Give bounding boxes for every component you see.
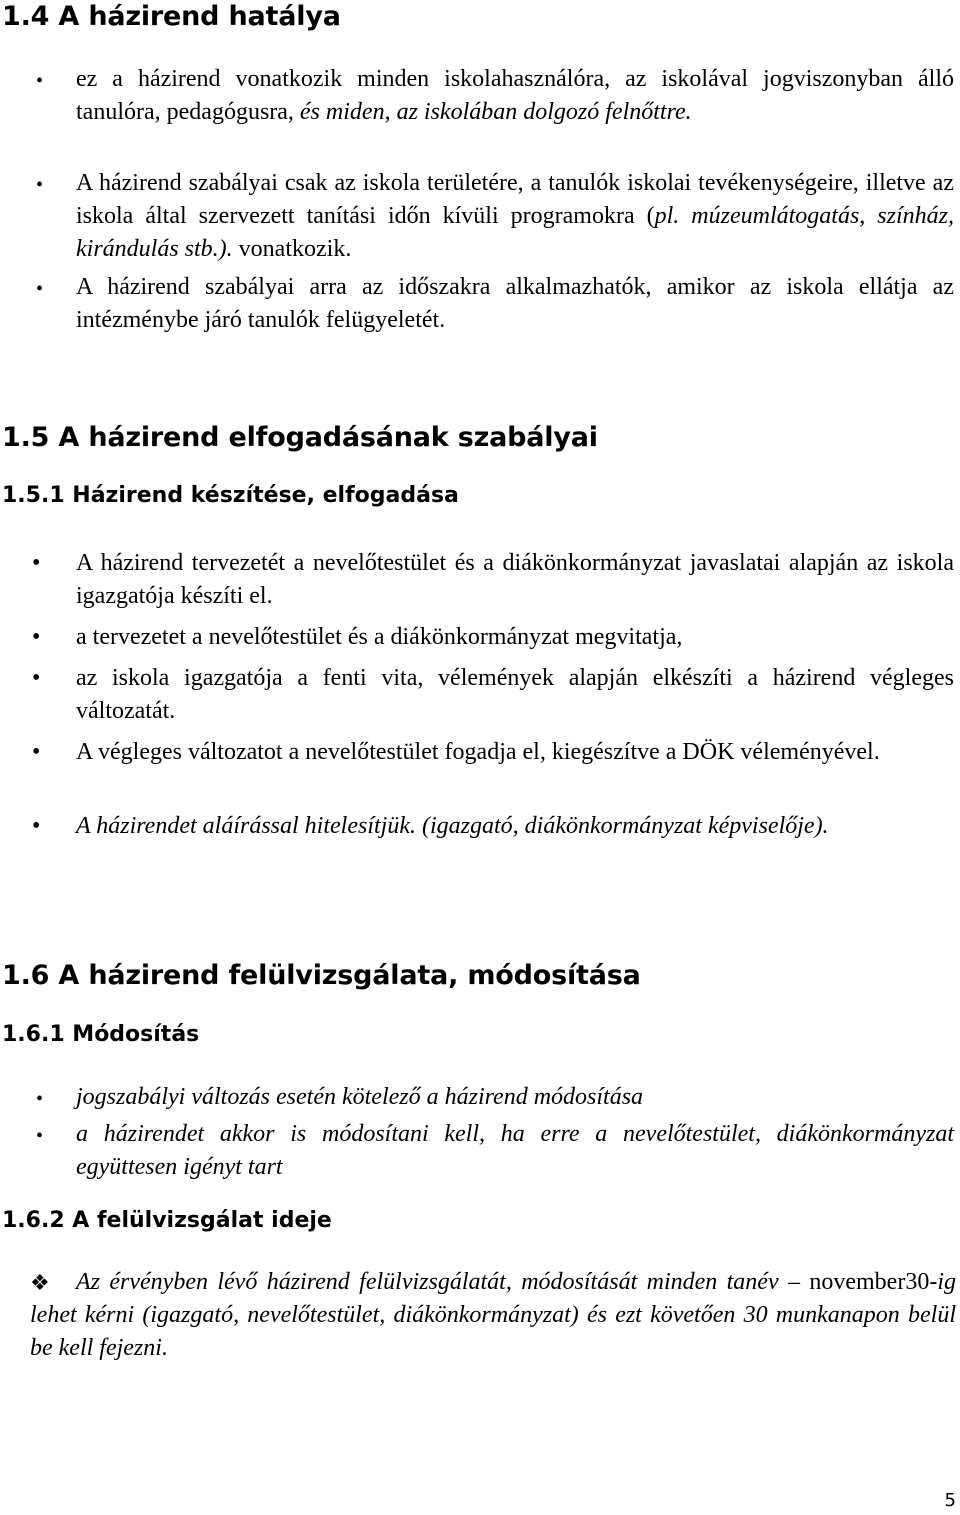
list-item-text: az iskola igazgatója a fenti vita, vélemények alapján elkészíti a házirend végleges változatát. <box>76 665 954 724</box>
bullet-icon: • <box>32 624 41 650</box>
list-item-text: A házirendet aláírással hitelesítjük. (igazgató, diákönkormányzat képviselője). <box>76 813 829 839</box>
subsection-heading-1-6-2: 1.6.2 A felülvizsgálat ideje <box>2 1208 332 1233</box>
section-heading-1-5: 1.5 A házirend elfogadásának szabályai <box>2 422 598 453</box>
bullet-icon: • <box>36 1125 44 1147</box>
list-item-text: jogszabályi változás esetén kötelező a házirend módosítása <box>76 1084 644 1110</box>
list-item-text: A házirend szabályai csak az iskola területére, a tanulók iskolai tevékenységeire, illetve az iskola által szervezett tanítási időn kívüli programokra (pl. múzeumlátogatás, színház, kirándulás stb.). vonatkozik. <box>76 170 954 262</box>
subsection-heading-1-5-1: 1.5.1 Házirend készítése, elfogadása <box>2 483 459 508</box>
bullet-icon: • <box>32 739 41 765</box>
list-item-text: ez a házirend vonatkozik minden iskolahasználóra, az iskolával jogviszonyban álló tanulóra, pedagógusra, és miden, az iskolában dolgozó felnőttre. <box>76 66 954 125</box>
bullet-icon: • <box>36 278 44 300</box>
section-heading-1-6: 1.6 A házirend felülvizsgálata, módosítása <box>2 960 641 991</box>
list-item-text: a házirendet akkor is módosítani kell, ha erre a nevelőtestület, diákönkormányzat együttesen igényt tart <box>76 1121 954 1180</box>
bullet-icon: • <box>32 550 41 576</box>
list-item-text: a tervezetet a nevelőtestület és a diákönkormányzat megvitatja, <box>76 624 683 650</box>
list-item-text: A házirend szabályai arra az időszakra alkalmazhatók, amikor az iskola ellátja az intézménybe járó tanulók felügyeletét. <box>76 274 954 333</box>
subsection-heading-1-6-1: 1.6.1 Módosítás <box>2 1022 200 1047</box>
diamond-bullet-icon: ❖ <box>30 1270 50 1295</box>
bullet-icon: • <box>36 1088 44 1110</box>
list-item-text: A házirend tervezetét a nevelőtestület és a diákönkormányzat javaslatai alapján az iskola igazgatója készíti el. <box>76 550 954 609</box>
bullet-icon: • <box>36 70 44 92</box>
bullet-icon: • <box>32 665 41 691</box>
bullet-icon: • <box>36 174 44 196</box>
review-text: Az érvényben lévő házirend felülvizsgálatát, módosítását minden tanév – november30-ig lehet kérni (igazgató, nevelőtestület, diákönkormányzat) és ezt követően 30 munkanapon belül be kell fejezni. <box>30 1269 956 1361</box>
bullet-icon: • <box>32 813 41 839</box>
list-item-text: A végleges változatot a nevelőtestület fogadja el, kiegészítve a DÖK véleményével. <box>76 739 880 765</box>
section-heading-1-4: 1.4 A házirend hatálya <box>2 1 341 32</box>
page-number: 5 <box>944 1490 956 1511</box>
